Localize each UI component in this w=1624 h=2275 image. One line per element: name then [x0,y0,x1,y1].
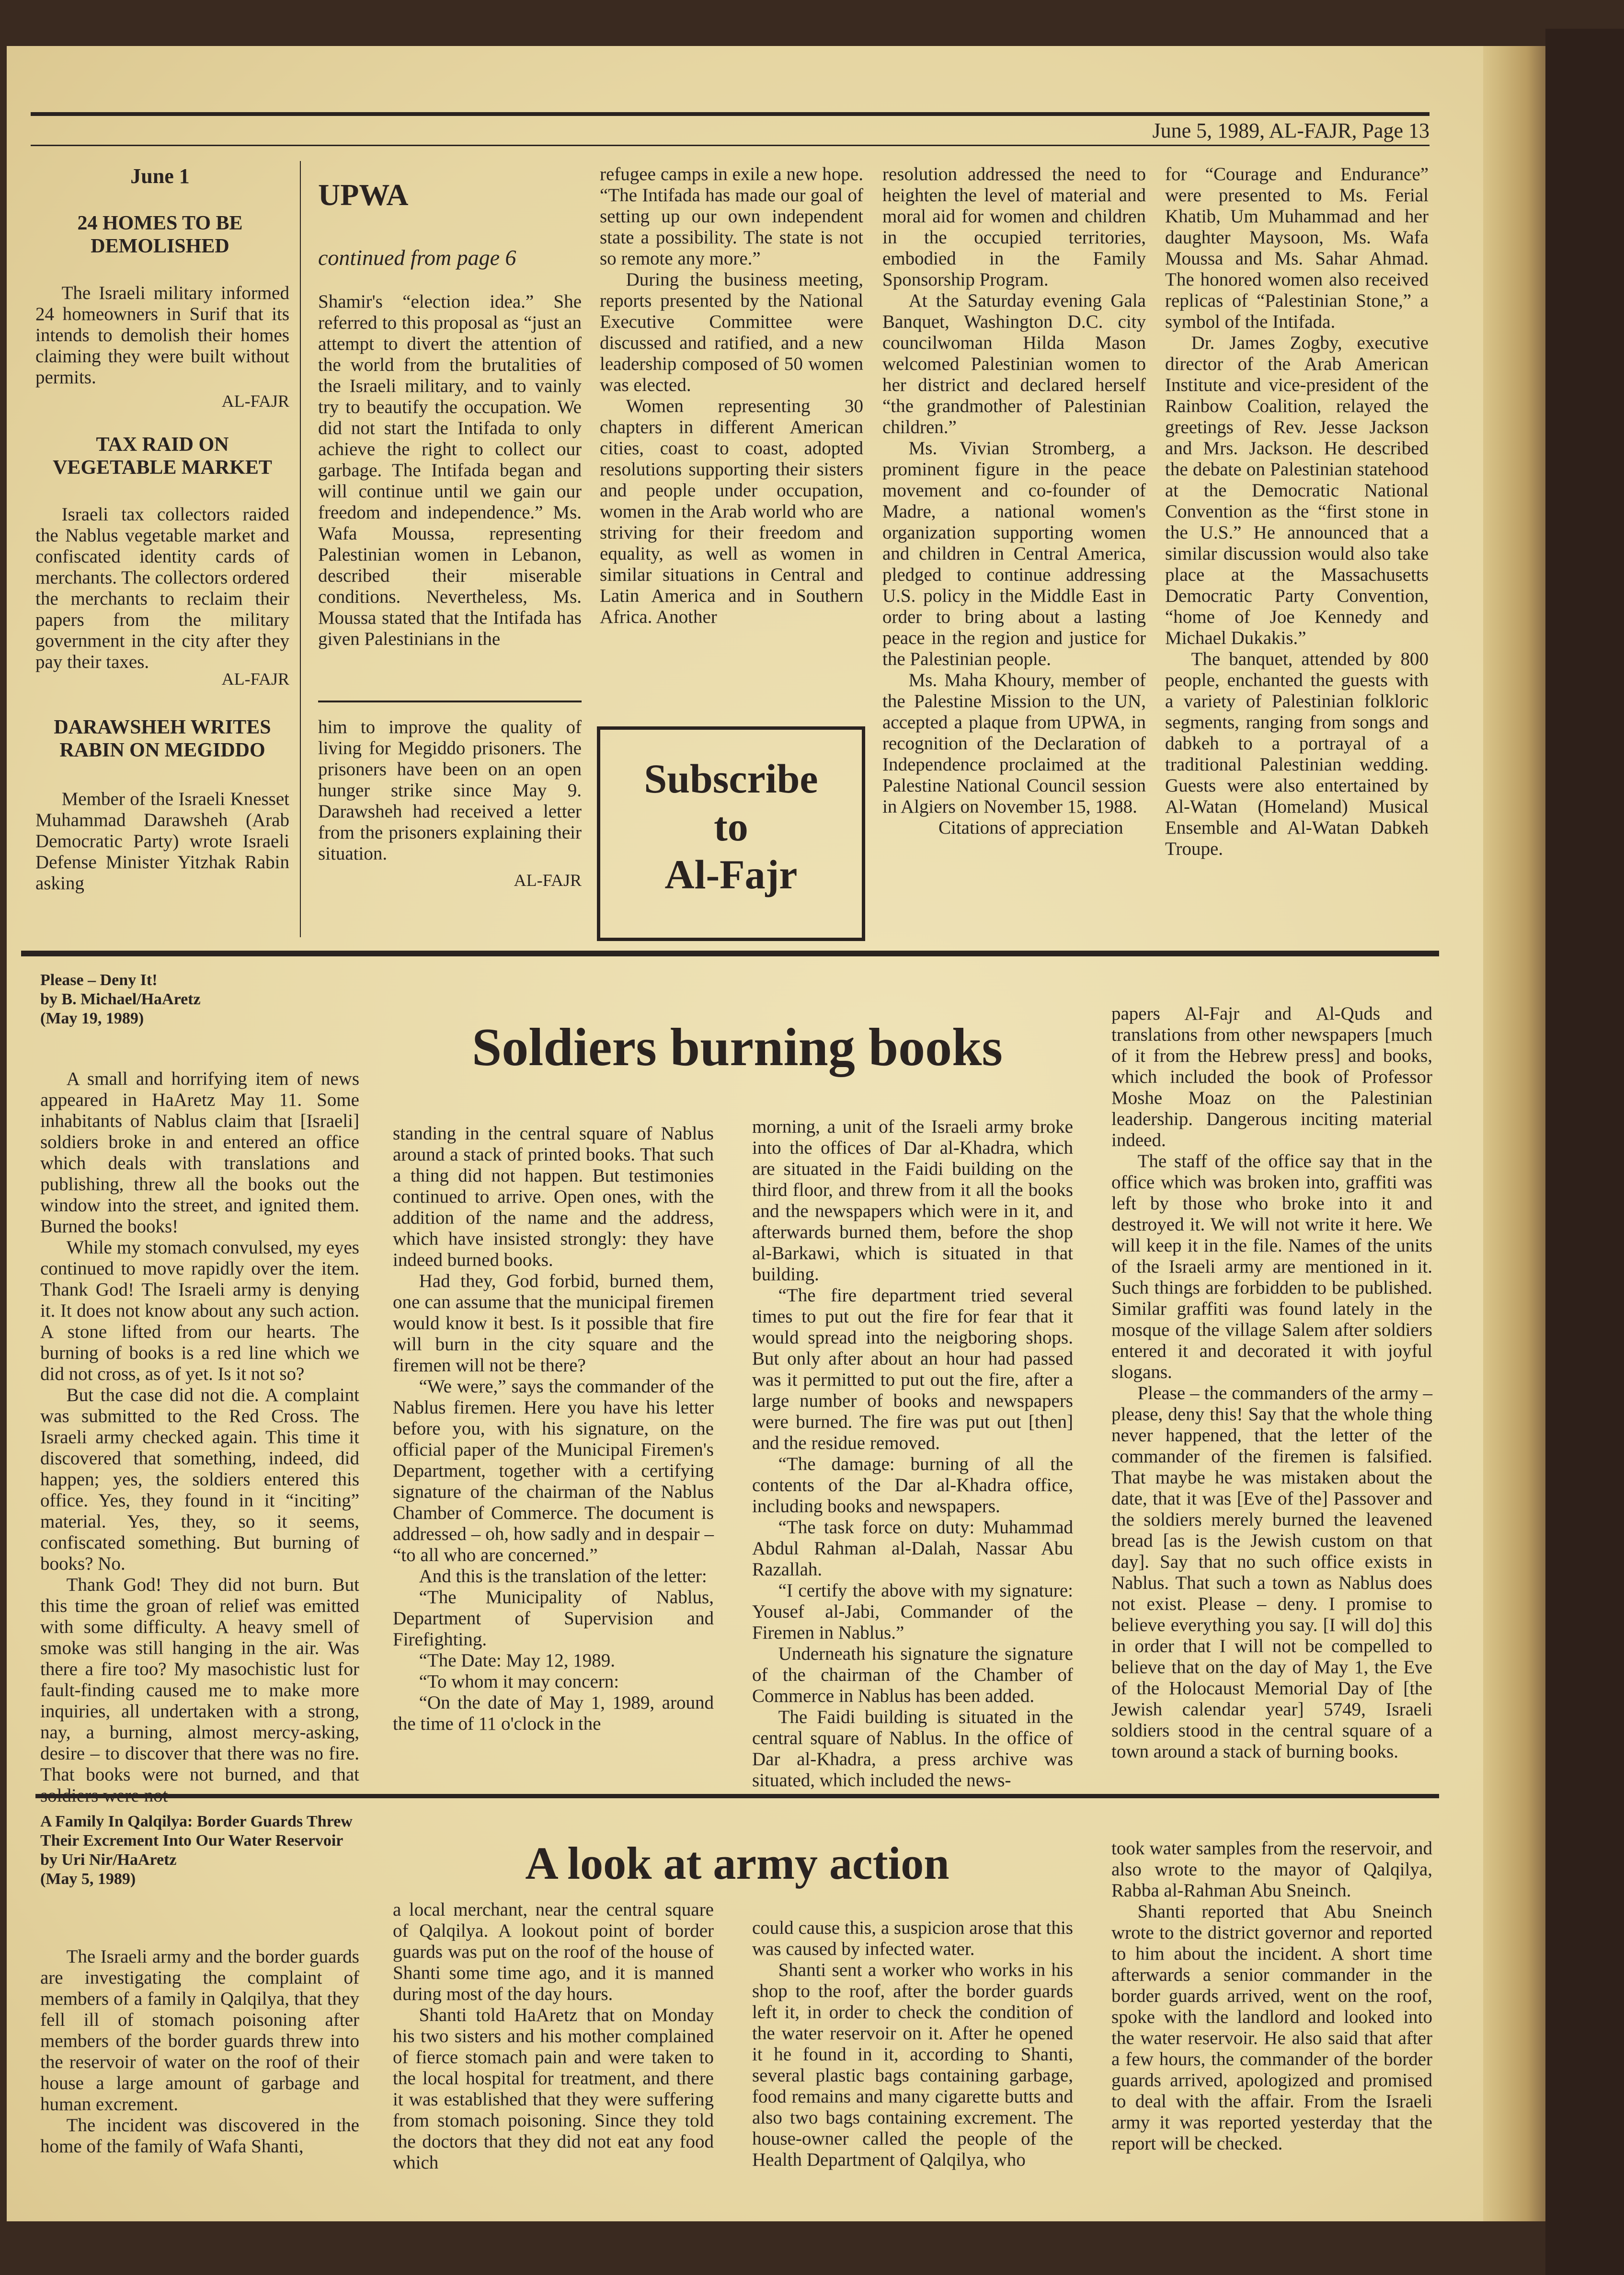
books-byline [40,971,366,1028]
army-byline-date: (May 5, 1989) [40,1870,136,1888]
books-paragraph: “I certify the above with my signature: Yousef al-Jabi, Commander of the Firemen in Nablus.” [752,1580,1073,1643]
army-column-2 [393,1899,714,2173]
brief-body: Israeli tax collectors raided the Nablus vegetable market and confiscated identity cards of merchants. The collectors ordered the merchants to reclaim their papers from the military government in the city after they pay their taxes. [35,504,289,672]
army-headline: A look at army action [525,1838,949,1889]
books-paragraph: standing in the central square of Nablus around a stack of printed books. That such a thing did not happen. But testimonies continued to arrive. Open ones, with the addition of the name and the address, which have insisted strongly: they have indeed burned books. [393,1123,714,1270]
books-byline-date: (May 19, 1989) [40,1010,144,1027]
books-paragraph: “We were,” says the commander of the Nablus firemen. Here you have his letter before you, with his signature, on the official paper of the Municipal Firemen's Department, together with a certifying signature of the chairman of the Nablus Chamber of Commerce. The document is addressed – oh, how sadly and in despair – “to all who are concerned.” [393,1376,714,1565]
upwa-paragraph: Dr. James Zogby, executive director of the Arab American Institute and vice-president of the Rainbow Coalition, relayed the greetings of Rev. Jesse Jackson and Mrs. Jackson. He described the debate on Palestinian statehood at the Democratic National Convention as the “first stone in the U.S.” He announced that a similar discussion would also take place at the Massachusetts Democratic Party Convention, “home of Joe Kennedy and Michael Dukakis.” [1165,333,1429,648]
column-rule [300,161,301,937]
books-column-1 [40,1069,359,1806]
books-paragraph: Underneath his signature the signature of the chairman of the Chamber of Commerce in Nablus has been added. [752,1643,1073,1706]
upwa-paragraph: Ms. Vivian Stromberg, a prominent figure in the peace movement and co-founder of Madre, a national women's organization supporting women and children in Central America, pledged to continue addressing U.S. policy in the Middle East in order to bring about a lasting peace in the region and justice for the Palestinian people. [882,438,1146,669]
books-paragraph: A small and horrifying item of news appeared in HaAretz May 11. Some inhabitants of Nablus claim that [Israeli] soldiers broke in and entered an office which deals with translations and publishing, threw all the books out the window into the street, and ignited them. Burned the books! [40,1069,359,1237]
brief-headline: 24 HOMES TO BE DEMOLISHED [77,212,243,257]
books-paragraph: And this is the translation of the letter: [419,1566,707,1586]
army-paragraph: The Israeli army and the border guards are investigating the complaint of members of a family in Qalqilya, that they fell ill of stomach poisoning after members of the border guards threw into the reservoir of water on the roof of their house a large amount of garbage and human excrement. [40,1946,359,2114]
subscribe-box[interactable] [597,726,865,941]
section-rule [35,1794,1439,1798]
army-byline-title: A Family In Qalqilya: Border Guards Threw Their Excrement Into Our Water Reservoir [40,1813,353,1850]
upwa-column-4 [1165,164,1429,860]
army-paragraph: Shanti sent a worker who works in his shop to the roof, after the border guards left it, in order to check the condition of the water reservoir on it. After he opened it he found in it, according to Shanti, several plastic bags containing garbage, food remains and many cigarette butts and also two bags containing excrement. The house-owner called the people of the Health Department of Qalqilya, who [752,1960,1073,2170]
upwa-paragraph: The banquet, attended by 800 people, enchanted the guests with a variety of Palestinian folkloric segments, ranging from songs and dabkeh to a portrayal of a traditional Palestinian wedding. Guests were also entertained by Al-Watan (Homeland) Musical Ensemble and Al-Watan Dabkeh Troupe. [1165,649,1429,859]
newspaper-page [7,46,1483,2221]
army-column-4 [1111,1838,1432,2154]
upwa-paragraph: Citations of appreciation [938,817,1123,838]
books-paragraph: “The Date: May 12, 1989. [419,1650,615,1671]
army-paragraph: could cause this, a suspicion arose that this was caused by infected water. [752,1918,1073,1959]
upwa-paragraph: for “Courage and Endurance” were presented to Ms. Ferial Khatib, Um Muhammad and her daughter Maysoon, Ms. Wafa Moussa and Ms. Sahar Ahmad. The honored women also received replicas of “Palestinian Stone,” a symbol of the Intifada. [1165,164,1429,332]
books-paragraph: “The task force on duty: Muhammad Abdul Rahman al-Dalah, Nassar Abu Razallah. [752,1517,1073,1580]
army-paragraph: Shanti reported that Abu Sneinch wrote to the district governor and reported to him about the incident. A short time afterwards a senior commander in the border guards arrived, went on the roof, spoke with the landlord and looked into the water reservoir. He also said that after a few hours, the commander of the border guards arrived, apologized and promised to deal with the affair. From the Israeli army it was reported yesterday that the report will be checked. [1111,1901,1432,2154]
upwa-paragraph: Women representing 30 chapters in different American cities, coast to coast, adopted resolutions supporting their sisters and people under occupation, women in the Arab world who are striving for their freedom and equality, as well as women in similar situations in Central and Latin America and in Southern Africa. Another [600,396,863,627]
books-paragraph: Had they, God forbid, burned them, one can assume that the municipal firemen would know it best. Is it possible that fire will burn in the city square and the firemen will not be there? [393,1271,714,1376]
army-byline-author: by Uri Nir/HaAretz [40,1851,177,1869]
brief-source: AL-FAJR [221,391,289,411]
header-rule-top [31,112,1430,116]
books-paragraph: “To whom it may concern: [419,1671,619,1692]
army-column-3 [752,1918,1073,2171]
books-paragraph: But the case did not die. A complaint was submitted to the Red Cross. The Israeli army checked again. This time it discovered that something, indeed, did happen; yes, the soldiers entered this office. Yes, they found in it “inciting” material. Yes, they, so it seems, confiscated something. But burning of books? No. [40,1385,359,1574]
books-paragraph: The staff of the office say that in the office which was broken into, graffiti was left by those who broke into it and destroyed it. We will not write it here. We will keep it in the file. Names of the units of the Israeli army are mentioned in it. Such things are forbidden to be published. Similar graffiti was found lately in the mosque of the village Salem after soldiers entered it and decorated it with joyful slogans. [1111,1151,1432,1382]
upwa-column-2 [600,164,863,628]
page-dateline: June 5, 1989, AL-FAJR, Page 13 [1152,119,1430,142]
brief-headline: DARAWSHEH WRITES RABIN ON MEGIDDO [54,716,271,761]
books-paragraph: The Faidi building is situated in the central square of Nablus. In the office of Dar al-Khadra, a press archive was situated, which included the news- [752,1707,1073,1791]
books-paragraph: papers Al-Fajr and Al-Quds and translations from other newspapers [much of it from the Hebrew press] and books, which included the book of Professor Moshe Moaz on the Palestinian leadership. Dangerous inciting material indeed. [1111,1003,1432,1150]
books-paragraph: Thank God! They did not burn. But this time the groan of relief was emitted with some difficulty. A heavy smell of smoke was still hanging in the air. Was there a fire too? My masochistic lust for fault-finding caused me to make more inquiries, all undertaken with a strong, nay, a burning, almost mercy-asking, desire – to discover that there was no fire. That books were not burned, and that [40,1574,359,1785]
books-byline-author: by B. Michael/HaAretz [40,990,201,1008]
army-column-1 [40,1946,359,2157]
brief-headline: TAX RAID ON VEGETABLE MARKET [53,434,272,479]
brief-source: AL-FAJR [221,669,289,689]
army-paragraph: a local merchant, near the central square of Qalqilya. A lookout point of border guards was put on the roof of the house of Shanti some time ago, and it is manned during most of the day hours. [393,1899,714,2004]
books-paragraph: “On the date of May 1, 1989, around the time of 11 o'clock in the [393,1692,714,1734]
upwa-continued: continued from page 6 [318,245,516,270]
books-paragraph: Please – the commanders of the army – please, deny this! Say that the whole thing never happened, that the letter of the commander of the firemen is falsified. That maybe he was mistaken about the date, that it was [Eve of the] Passover and the soldiers merely burned the leavened bread [as is the Jewish custom on that day]. Say that no such office exists in Nablus. That such a town as Nablus does not exist. Please – deny. I promise to believe everything you say. [I will do] this in order that I will not be compelled to believe that on the day of May 1, the Eve of the Holocaust Memorial Day of [the Jewish calendar year] 5749, Israeli soldiers stood in the central square of a town around a stack of burning books. [1111,1383,1432,1762]
brief-body: The Israeli military informed 24 homeowners in Surif that its intends to demolish their homes claiming they were built without permits. [35,283,289,388]
upwa-column-1: Shamir's “election idea.” She referred to this proposal as “just an attempt to divert the attention of the world from the brutalities of the Israeli military, and to vainly try to beautify the occupation. We did not start the Intifada to only achieve the right to collect our garbage. The Intifada began and will continue until we gain our freedom and independence.” Ms. Wafa Moussa, representing Palestinian women in Lebanon, described their miserable conditions. Nevertheless, Ms. Moussa stated that the Intifada has given Palestinians in the [318,291,582,649]
binder-edge [1545,29,1624,2275]
upwa-column-3 [882,164,1146,839]
books-paragraph: “The fire department tried several times to put out the fire for fear that it would spread into the neigboring shops. But only after about an hour had passed was it permitted to put out the fire, after a large number of books and newspapers were burned. The fire was put out [then] and the residue removed. [752,1285,1073,1453]
army-byline [40,1812,366,1889]
books-paragraph: “The damage: burning of all the contents of the Dar al-Khadra office, including books and newspapers. [752,1454,1073,1517]
upwa-paragraph: resolution addressed the need to heighten the level of material and moral aid for women and children in the occupied territories, embodied in the Family Sponsorship Program. [882,164,1146,290]
books-column-3 [752,1116,1073,1791]
brief-continued: him to improve the quality of living for Megiddo prisoners. The prisoners have been on an open hunger strike since May 9. Darawsheh had received a letter from the prisoners explaining their situation. [318,717,582,864]
books-byline-title: Please – Deny It! [40,971,158,989]
books-paragraph: “The Municipality of Nablus, Department of Supervision and Firefighting. [393,1587,714,1650]
upwa-headline: UPWA [318,178,409,212]
briefs-date: June 1 [130,164,190,188]
brief-source: AL-FAJR [514,871,582,890]
subscribe-line: Subscribe [644,756,818,802]
header-rule-bottom [31,145,1430,146]
page-edge [1483,46,1545,2221]
upwa-paragraph: At the Saturday evening Gala Banquet, Washington D.C. city councilwoman Hilda Mason welcomed Palestinian women to her district and declared herself “the grandmother of Palestinian children.” [882,290,1146,437]
subscribe-line: to [714,804,748,850]
books-column-2 [393,1123,714,1735]
books-paragraph: morning, a unit of the Israeli army broke into the offices of Dar al-Khadra, which are situated in the Faidi building on the third floor, and threw from it all the books and the newspapers which were in it, and afterwards burned them, before the shop al-Barkawi, which is situated in that building. [752,1116,1073,1285]
army-paragraph: took water samples from the reservoir, and also wrote to the mayor of Qalqilya, Rabba al-Rahman Abu Sneinch. [1111,1838,1432,1901]
subscribe-line: Al-Fajr [664,851,798,897]
upwa-paragraph: During the business meeting, reports presented by the National Executive Committee were discussed and ratified, and a new leadership composed of 50 women was elected. [600,269,863,395]
books-column-4 [1111,1003,1432,1762]
section-rule [21,951,1439,956]
upwa-divider [318,701,582,702]
upwa-paragraph: Ms. Maha Khoury, member of the Palestine Mission to the UN, accepted a plaque from UPWA, in recognition of the Declaration of Independence proclaimed at the Palestine National Council session in Algiers on November 15, 1988. [882,670,1146,817]
books-headline: Soldiers burning books [472,1018,1003,1077]
army-paragraph: Shanti told HaAretz that on Monday his two sisters and his mother complained of fierce stomach pain and were taken to the local hospital for treatment, and there it was established that they were suffering from stomach poisoning. Since they told the doctors that they did not eat any food which [393,2005,714,2173]
army-paragraph: The incident was discovered in the home of the family of Wafa Shanti, [40,2115,359,2157]
brief-body: Member of the Israeli Knesset Muhammad Darawsheh (Arab Democratic Party) wrote Israeli Defense Minister Yitzhak Rabin asking [35,789,289,894]
books-paragraph: While my stomach convulsed, my eyes continued to move rapidly over the item. Thank God! The Israeli army is denying it. It does not know about any such action. A stone lifted from our hearts. The burning of books is a red line which we did not cross, as of yet. Is it not so? [40,1237,359,1384]
upwa-paragraph: refugee camps in exile a new hope. “The Intifada has made our goal of setting up our own independent state a possibility. The state is not so remote any more.” [600,164,863,269]
